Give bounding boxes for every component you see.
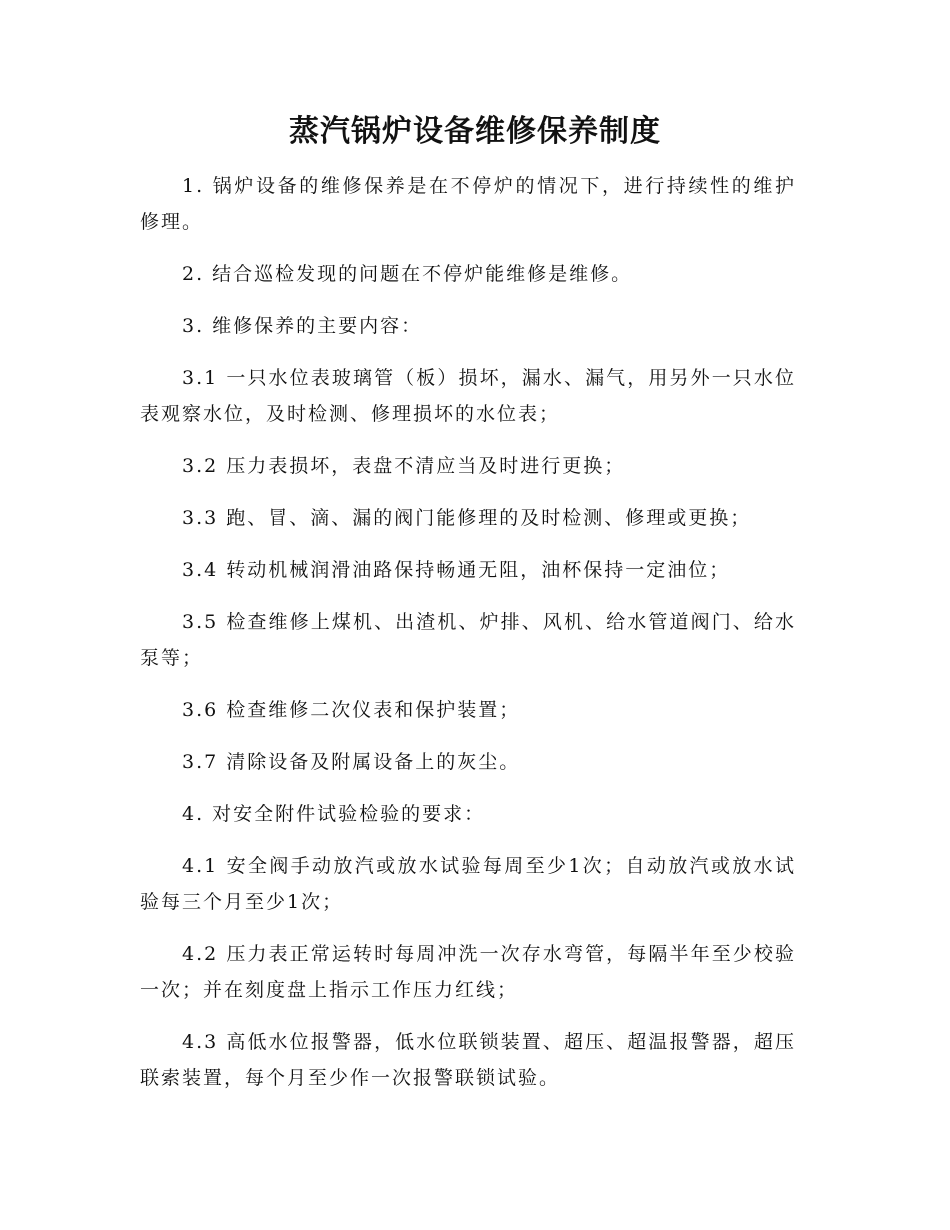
paragraph-3-2: 3.2 压力表损坏，表盘不清应当及时进行更换； bbox=[182, 455, 626, 477]
paragraph-1: 1. 锅炉设备的维修保养是在不停炉的情况下，进行持续性的维护修理。 bbox=[140, 175, 796, 233]
paragraph-3-5: 3.5 检查维修上煤机、出渣机、炉排、风机、给水管道阀门、给水泵等； bbox=[140, 611, 796, 669]
paragraph-3-3: 3.3 跑、冒、滴、漏的阀门能修理的及时检测、修理或更换； bbox=[182, 507, 752, 529]
paragraph-3-4: 3.4 转动机械润滑油路保持畅通无阻，油杯保持一定油位； bbox=[182, 559, 731, 581]
paragraph-3-7: 3.7 清除设备及附属设备上的灰尘。 bbox=[182, 751, 521, 773]
paragraph-3: 3. 维修保养的主要内容： bbox=[182, 315, 423, 337]
paragraph-3-6: 3.6 检查维修二次仪表和保护装置； bbox=[182, 699, 521, 721]
paragraph-4-2: 4.2 压力表正常运转时每周冲洗一次存水弯管，每隔半年至少校验一次；并在刻度盘上指示工作压力红线； bbox=[140, 943, 796, 1001]
paragraph-4: 4. 对安全附件试验检验的要求： bbox=[182, 803, 486, 825]
paragraph-3-1: 3.1 一只水位表玻璃管（板）损坏，漏水、漏气，用另外一只水位表观察水位，及时检测、修理损坏的水位表； bbox=[140, 367, 796, 425]
paragraph-4-3: 4.3 高低水位报警器，低水位联锁装置、超压、超温报警器，超压联索装置，每个月至少作一次报警联锁试验。 bbox=[140, 1031, 796, 1089]
document-title: 蒸汽锅炉设备维修保养制度 bbox=[289, 114, 661, 149]
paragraph-2: 2. 结合巡检发现的问题在不停炉能维修是维修。 bbox=[182, 263, 633, 285]
paragraph-4-1: 4.1 安全阀手动放汽或放水试验每周至少1次；自动放汽或放水试验每三个月至少1次； bbox=[140, 855, 796, 913]
document-body bbox=[140, 168, 796, 1112]
